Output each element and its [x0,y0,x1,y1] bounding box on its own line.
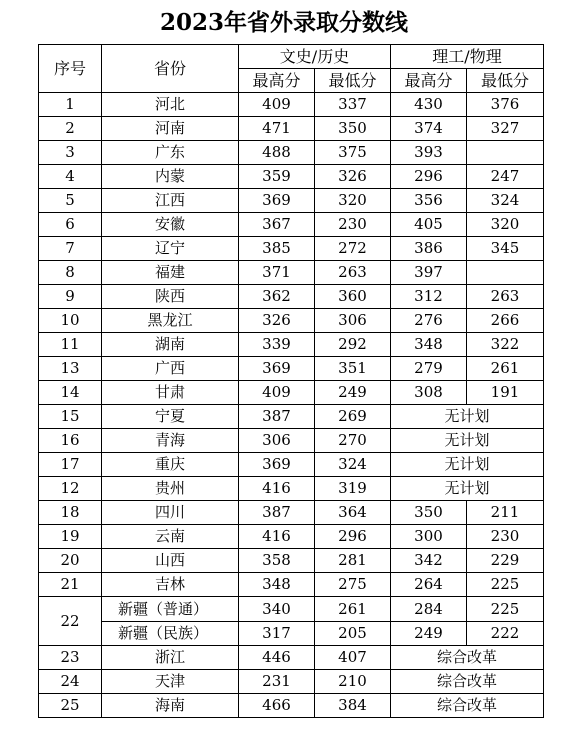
cell-li-max: 397 [391,261,467,285]
cell-li-max: 356 [391,189,467,213]
cell-seq: 14 [39,381,102,405]
table-row [39,189,544,213]
table-row [39,261,544,285]
cell-li-max: 405 [391,213,467,237]
cell-wen-min: 375 [315,141,391,165]
table-row [39,405,544,429]
cell-li-max: 342 [391,549,467,573]
cell-li-min: 266 [467,309,544,333]
cell-province-line: 新疆（民族） [102,621,238,645]
cell-li-max: 374 [391,117,467,141]
cell-province: 江西 [102,189,239,213]
cell-li-min: 261 [467,357,544,381]
cell-wen-min [315,597,391,646]
cell-li-min [467,261,544,285]
cell-li-max: 264 [391,573,467,597]
cell-wen-min-line: 261 [338,599,367,618]
cell-li-max: 393 [391,141,467,165]
table-row [39,237,544,261]
cell-wen-max: 369 [239,453,315,477]
table-row [39,501,544,525]
table-row [39,573,544,597]
cell-li-min: 324 [467,189,544,213]
cell-li-min: 322 [467,333,544,357]
table-row [39,694,544,718]
cell-seq: 21 [39,573,102,597]
cell-wen-max: 358 [239,549,315,573]
cell-wen-max: 409 [239,381,315,405]
cell-wen-min: 249 [315,381,391,405]
cell-seq: 6 [39,213,102,237]
cell-wen-min: 292 [315,333,391,357]
cell-li-note: 无计划 [391,453,544,477]
cell-li-max [391,597,467,646]
cell-wen-max: 326 [239,309,315,333]
cell-wen-min: 275 [315,573,391,597]
cell-li-min: 225 [467,573,544,597]
cell-province: 山西 [102,549,239,573]
cell-li-min: 376 [467,93,544,117]
cell-wen-max: 348 [239,573,315,597]
table-row [39,381,544,405]
cell-wen-max-line: 340 [262,599,291,618]
cell-wen-min: 326 [315,165,391,189]
cell-li-note: 无计划 [391,429,544,453]
cell-province: 福建 [102,261,239,285]
cell-province [102,597,239,646]
cell-li-max: 386 [391,237,467,261]
cell-wen-max: 409 [239,93,315,117]
cell-wen-min: 320 [315,189,391,213]
cell-seq: 16 [39,429,102,453]
cell-province: 广东 [102,141,239,165]
cell-li-min: 191 [467,381,544,405]
cell-wen-max: 466 [239,694,315,718]
cell-seq: 11 [39,333,102,357]
cell-wen-min: 360 [315,285,391,309]
cell-seq: 18 [39,501,102,525]
table-row [39,477,544,501]
header-seq: 序号 [39,45,102,93]
cell-wen-min: 210 [315,670,391,694]
cell-seq: 1 [39,93,102,117]
table-row [39,141,544,165]
cell-wen-min: 306 [315,309,391,333]
table-row [39,357,544,381]
cell-wen-max: 339 [239,333,315,357]
cell-li-max: 430 [391,93,467,117]
table-row [39,597,544,646]
cell-wen-max: 387 [239,405,315,429]
cell-province: 广西 [102,357,239,381]
cell-province: 贵州 [102,477,239,501]
cell-wen-min: 263 [315,261,391,285]
cell-province: 甘肃 [102,381,239,405]
table-body [39,93,544,718]
cell-wen-max: 488 [239,141,315,165]
cell-wen-max: 369 [239,357,315,381]
cell-wen-min: 272 [315,237,391,261]
cell-province: 内蒙 [102,165,239,189]
cell-seq: 3 [39,141,102,165]
cell-wen-max: 385 [239,237,315,261]
cell-province: 安徽 [102,213,239,237]
cell-wen-min: 324 [315,453,391,477]
score-table [38,44,544,718]
cell-wen-max: 371 [239,261,315,285]
cell-wen-min: 270 [315,429,391,453]
table-row [39,333,544,357]
cell-wen-max-line: 317 [239,621,314,645]
cell-seq: 20 [39,549,102,573]
cell-li-max-line: 284 [414,599,443,618]
table-row [39,670,544,694]
cell-wen-max: 231 [239,670,315,694]
table-row [39,93,544,117]
cell-wen-max: 416 [239,477,315,501]
cell-seq: 13 [39,357,102,381]
cell-li-max: 296 [391,165,467,189]
cell-province: 天津 [102,670,239,694]
cell-li-min: 247 [467,165,544,189]
cell-wen-min: 350 [315,117,391,141]
cell-li-max-line: 249 [391,621,466,645]
cell-seq: 23 [39,646,102,670]
cell-wen-min: 269 [315,405,391,429]
header-province: 省份 [102,45,239,93]
cell-li-max: 276 [391,309,467,333]
cell-seq: 19 [39,525,102,549]
cell-seq: 2 [39,117,102,141]
cell-li-note: 综合改革 [391,646,544,670]
cell-wen-max: 446 [239,646,315,670]
header-li-max: 最高分 [391,69,467,93]
cell-li-min: 229 [467,549,544,573]
cell-seq: 17 [39,453,102,477]
cell-li-max: 279 [391,357,467,381]
cell-seq: 25 [39,694,102,718]
header-group-wenshi: 文史/历史 [239,45,391,69]
cell-province: 辽宁 [102,237,239,261]
header-wen-max: 最高分 [239,69,315,93]
cell-wen-max: 359 [239,165,315,189]
cell-seq: 5 [39,189,102,213]
cell-province: 陕西 [102,285,239,309]
table-row [39,525,544,549]
cell-li-note: 综合改革 [391,694,544,718]
cell-wen-max: 362 [239,285,315,309]
cell-wen-min: 337 [315,93,391,117]
table-row [39,549,544,573]
page-title: 2023年省外录取分数线 [159,9,408,36]
cell-seq: 24 [39,670,102,694]
cell-li-min: 211 [467,501,544,525]
cell-wen-min: 296 [315,525,391,549]
cell-li-max: 348 [391,333,467,357]
cell-li-note: 无计划 [391,477,544,501]
cell-wen-max: 416 [239,525,315,549]
cell-wen-min: 407 [315,646,391,670]
cell-wen-min-line: 205 [315,621,390,645]
cell-seq: 9 [39,285,102,309]
table-row [39,646,544,670]
cell-wen-min: 230 [315,213,391,237]
cell-wen-max: 306 [239,429,315,453]
cell-li-min: 327 [467,117,544,141]
cell-province: 重庆 [102,453,239,477]
cell-wen-min: 281 [315,549,391,573]
cell-wen-min: 384 [315,694,391,718]
cell-li-min [467,597,544,646]
cell-province: 黑龙江 [102,309,239,333]
table-row [39,165,544,189]
cell-li-min: 320 [467,213,544,237]
cell-li-min-line: 225 [490,599,520,618]
cell-wen-max: 387 [239,501,315,525]
cell-seq: 15 [39,405,102,429]
header-group-ligong: 理工/物理 [391,45,544,69]
cell-li-max: 308 [391,381,467,405]
cell-province: 云南 [102,525,239,549]
cell-province: 海南 [102,694,239,718]
cell-li-min: 230 [467,525,544,549]
cell-wen-max [239,597,315,646]
table-row [39,429,544,453]
table-row [39,117,544,141]
cell-li-max: 300 [391,525,467,549]
cell-seq: 4 [39,165,102,189]
table-row [39,309,544,333]
cell-wen-max: 369 [239,189,315,213]
cell-seq: 22 [39,597,102,646]
cell-li-min [467,141,544,165]
cell-province: 河北 [102,93,239,117]
table-row [39,453,544,477]
cell-seq: 12 [39,477,102,501]
cell-province: 浙江 [102,646,239,670]
cell-province: 湖南 [102,333,239,357]
cell-wen-min: 364 [315,501,391,525]
cell-wen-min: 351 [315,357,391,381]
header-wen-min: 最低分 [315,69,391,93]
cell-wen-min: 319 [315,477,391,501]
cell-province: 四川 [102,501,239,525]
cell-seq: 7 [39,237,102,261]
cell-province: 青海 [102,429,239,453]
cell-seq: 8 [39,261,102,285]
cell-li-max: 312 [391,285,467,309]
table-row [39,285,544,309]
cell-province: 河南 [102,117,239,141]
cell-seq: 10 [39,309,102,333]
cell-li-min: 345 [467,237,544,261]
cell-li-max: 350 [391,501,467,525]
cell-li-note: 综合改革 [391,670,544,694]
cell-li-min-line: 222 [467,621,543,645]
cell-province: 吉林 [102,573,239,597]
cell-li-min: 263 [467,285,544,309]
cell-li-note: 无计划 [391,405,544,429]
cell-province: 宁夏 [102,405,239,429]
cell-wen-max: 367 [239,213,315,237]
cell-province-line: 新疆（普通） [118,599,209,618]
header-li-min: 最低分 [467,69,544,93]
table-row [39,213,544,237]
cell-wen-max: 471 [239,117,315,141]
